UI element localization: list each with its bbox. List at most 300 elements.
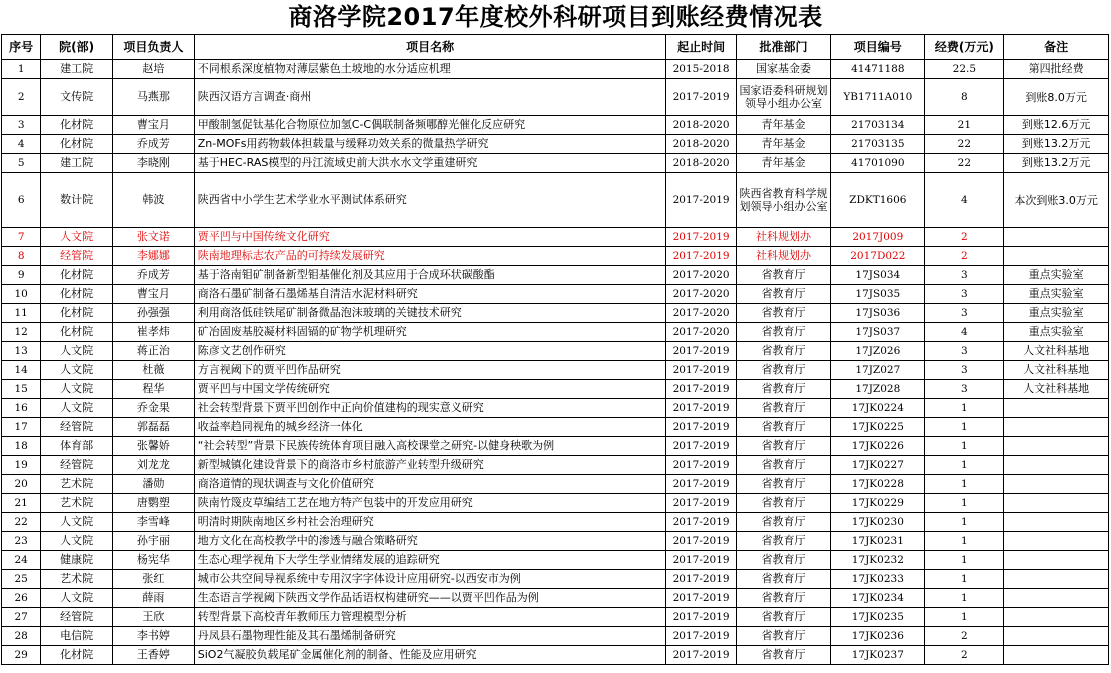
cell-leader[interactable]: 李雪峰 [112,513,194,532]
cell-note[interactable] [1004,551,1109,570]
cell-period[interactable]: 2017-2019 [666,532,736,551]
cell-leader[interactable]: 蒋正治 [112,342,194,361]
header-no[interactable]: 序号 [2,35,41,60]
cell-approver[interactable]: 青年基金 [736,154,830,173]
table-row [2,154,1109,173]
cell-period[interactable]: 2017-2019 [666,646,736,665]
cell-leader[interactable]: 李书婷 [112,627,194,646]
cell-code[interactable]: 17JK0236 [831,627,925,646]
cell-approver[interactable]: 省教育厅 [736,532,830,551]
cell-code[interactable]: 17JZ027 [831,361,925,380]
cell-funds[interactable]: 2 [925,627,1004,646]
cell-approver[interactable]: 省教育厅 [736,342,830,361]
cell-no[interactable]: 2 [2,79,41,116]
cell-note[interactable]: 重点实验室 [1004,285,1109,304]
cell-project-name[interactable]: 陕西汉语方言调查·商州 [194,79,666,116]
cell-approver[interactable]: 省教育厅 [736,456,830,475]
cell-period[interactable]: 2017-2019 [666,513,736,532]
cell-period[interactable]: 2017-2019 [666,627,736,646]
cell-note[interactable]: 重点实验室 [1004,266,1109,285]
cell-code[interactable]: 17JK0228 [831,475,925,494]
cell-period[interactable]: 2017-2019 [666,79,736,116]
cell-period[interactable]: 2017-2019 [666,247,736,266]
cell-approver[interactable]: 省教育厅 [736,608,830,627]
cell-project-name[interactable]: 地方文化在高校教学中的渗透与融合策略研究 [194,532,666,551]
cell-approver[interactable]: 省教育厅 [736,361,830,380]
cell-no[interactable]: 26 [2,589,41,608]
table-row [2,646,1109,665]
table-row [2,60,1109,79]
cell-no[interactable]: 21 [2,494,41,513]
cell-project-name[interactable]: 新型城镇化建设背景下的商洛市乡村旅游产业转型升级研究 [194,456,666,475]
cell-code[interactable]: 17JK0227 [831,456,925,475]
cell-funds[interactable]: 1 [925,494,1004,513]
cell-dept[interactable]: 人文院 [41,399,113,418]
cell-funds[interactable]: 1 [925,608,1004,627]
table-row [2,551,1109,570]
cell-no[interactable]: 10 [2,285,41,304]
cell-no[interactable]: 17 [2,418,41,437]
cell-project-name[interactable]: Zn-MOFs用药物载体担载量与缓释功效关系的微量热学研究 [194,135,666,154]
cell-leader[interactable]: 乔成芳 [112,135,194,154]
cell-period[interactable]: 2017-2019 [666,475,736,494]
cell-leader[interactable]: 李娜娜 [112,247,194,266]
cell-no[interactable]: 15 [2,380,41,399]
cell-approver[interactable]: 省教育厅 [736,323,830,342]
cell-dept[interactable]: 经管院 [41,418,113,437]
cell-leader[interactable]: 杨宪华 [112,551,194,570]
cell-funds[interactable]: 1 [925,532,1004,551]
cell-leader[interactable]: 曹宝月 [112,116,194,135]
cell-note[interactable]: 重点实验室 [1004,323,1109,342]
cell-code[interactable]: 17JS037 [831,323,925,342]
sheet-title: 商洛学院2017年度校外科研项目到账经费情况表 [288,3,823,31]
cell-code[interactable]: 41471188 [831,60,925,79]
cell-dept[interactable]: 化材院 [41,266,113,285]
cell-project-name[interactable]: 收益率趋同视角的城乡经济一体化 [194,418,666,437]
cell-dept[interactable]: 化材院 [41,323,113,342]
cell-funds[interactable]: 1 [925,399,1004,418]
cell-project-name[interactable]: 丹凤县石墨物理性能及其石墨烯制备研究 [194,627,666,646]
table-row [2,266,1109,285]
cell-note[interactable] [1004,646,1109,665]
cell-note[interactable] [1004,589,1109,608]
cell-dept[interactable]: 化材院 [41,646,113,665]
cell-period[interactable]: 2017-2020 [666,323,736,342]
cell-no[interactable]: 25 [2,570,41,589]
header-project-name[interactable]: 项目名称 [194,35,666,60]
cell-leader[interactable]: 刘龙龙 [112,456,194,475]
cell-funds[interactable]: 2 [925,646,1004,665]
cell-code[interactable]: 2017J009 [831,228,925,247]
cell-dept[interactable]: 文传院 [41,79,113,116]
cell-period[interactable]: 2015-2018 [666,60,736,79]
cell-period[interactable]: 2018-2020 [666,116,736,135]
table-row [2,456,1109,475]
cell-project-name[interactable]: “社会转型”背景下民族传统体育项目融入高校课堂之研究-以健身秧歌为例 [194,437,666,456]
cell-leader[interactable]: 郭磊磊 [112,418,194,437]
cell-approver[interactable]: 国家语委科研规划领导小组办公室 [736,79,830,116]
cell-no[interactable]: 22 [2,513,41,532]
cell-leader[interactable]: 张红 [112,570,194,589]
cell-note[interactable] [1004,456,1109,475]
cell-period[interactable]: 2018-2020 [666,135,736,154]
cell-leader[interactable]: 李晓刚 [112,154,194,173]
funding-table [1,34,1109,665]
cell-funds[interactable]: 8 [925,79,1004,116]
cell-funds[interactable]: 4 [925,323,1004,342]
cell-period[interactable]: 2017-2019 [666,361,736,380]
cell-funds[interactable]: 1 [925,589,1004,608]
cell-approver[interactable]: 省教育厅 [736,475,830,494]
cell-project-name[interactable]: 商洛道情的现状调查与文化价值研究 [194,475,666,494]
header-leader[interactable]: 项目负责人 [112,35,194,60]
cell-no[interactable]: 23 [2,532,41,551]
cell-no[interactable]: 12 [2,323,41,342]
cell-dept[interactable]: 人文院 [41,380,113,399]
cell-note[interactable] [1004,475,1109,494]
cell-approver[interactable]: 省教育厅 [736,304,830,323]
cell-project-name[interactable]: 利用商洛低硅铁尾矿制备微晶泡沫玻璃的关键技术研究 [194,304,666,323]
cell-project-name[interactable]: 方言视阈下的贾平凹作品研究 [194,361,666,380]
cell-note[interactable] [1004,418,1109,437]
cell-note[interactable]: 到账12.6万元 [1004,116,1109,135]
cell-dept[interactable]: 健康院 [41,551,113,570]
cell-dept[interactable]: 经管院 [41,456,113,475]
cell-period[interactable]: 2017-2020 [666,304,736,323]
cell-approver[interactable]: 省教育厅 [736,570,830,589]
table-row [2,399,1109,418]
table-row [2,475,1109,494]
cell-project-name[interactable]: 生态心理学视角下大学生学业情绪发展的追踪研究 [194,551,666,570]
cell-project-name[interactable]: 商洛石墨矿制备石墨烯基自清洁水泥材料研究 [194,285,666,304]
table-row [2,285,1109,304]
cell-dept[interactable]: 艺术院 [41,570,113,589]
cell-funds[interactable]: 1 [925,551,1004,570]
cell-funds[interactable]: 22.5 [925,60,1004,79]
cell-code[interactable]: 17JK0234 [831,589,925,608]
cell-no[interactable]: 7 [2,228,41,247]
cell-note[interactable]: 本次到账3.0万元 [1004,173,1109,228]
cell-approver[interactable]: 省教育厅 [736,266,830,285]
table-row [2,437,1109,456]
cell-no[interactable]: 3 [2,116,41,135]
cell-approver[interactable]: 社科规划办 [736,228,830,247]
cell-funds[interactable]: 1 [925,437,1004,456]
cell-leader[interactable]: 王香婷 [112,646,194,665]
cell-dept[interactable]: 人文院 [41,589,113,608]
cell-approver[interactable]: 省教育厅 [736,589,830,608]
cell-code[interactable]: YB1711A010 [831,79,925,116]
cell-no[interactable]: 14 [2,361,41,380]
cell-code[interactable]: 17JK0225 [831,418,925,437]
cell-leader[interactable]: 韩波 [112,173,194,228]
cell-leader[interactable]: 赵培 [112,60,194,79]
cell-approver[interactable]: 省教育厅 [736,627,830,646]
cell-funds[interactable]: 3 [925,342,1004,361]
cell-project-name[interactable]: 陈彦文艺创作研究 [194,342,666,361]
cell-note[interactable] [1004,513,1109,532]
cell-leader[interactable]: 乔金果 [112,399,194,418]
cell-funds[interactable]: 21 [925,116,1004,135]
cell-dept[interactable]: 人文院 [41,532,113,551]
cell-approver[interactable]: 省教育厅 [736,494,830,513]
header-approver[interactable]: 批准部门 [736,35,830,60]
cell-period[interactable]: 2017-2019 [666,608,736,627]
cell-leader[interactable]: 曹宝月 [112,285,194,304]
cell-period[interactable]: 2017-2019 [666,380,736,399]
cell-note[interactable]: 到账8.0万元 [1004,79,1109,116]
cell-approver[interactable]: 国家基金委 [736,60,830,79]
cell-project-name[interactable]: 基于HEC-RAS模型的丹江流域史前大洪水水文学重建研究 [194,154,666,173]
cell-period[interactable]: 2018-2020 [666,154,736,173]
cell-note[interactable] [1004,247,1109,266]
cell-period[interactable]: 2017-2019 [666,342,736,361]
cell-project-name[interactable]: 基于洛南钼矿制备新型钼基催化剂及其应用于合成环状碳酸酯 [194,266,666,285]
cell-project-name[interactable]: 矿冶固废基胶凝材料固镉的矿物学机理研究 [194,323,666,342]
cell-note[interactable]: 到账13.2万元 [1004,154,1109,173]
cell-approver[interactable]: 省教育厅 [736,646,830,665]
cell-leader[interactable]: 孙宇丽 [112,532,194,551]
cell-period[interactable]: 2017-2020 [666,285,736,304]
cell-dept[interactable]: 艺术院 [41,475,113,494]
header-note[interactable]: 备注 [1004,35,1109,60]
cell-period[interactable]: 2017-2019 [666,589,736,608]
cell-dept[interactable]: 经管院 [41,247,113,266]
cell-leader[interactable]: 潘勋 [112,475,194,494]
cell-no[interactable]: 24 [2,551,41,570]
table-row [2,323,1109,342]
cell-dept[interactable]: 人文院 [41,361,113,380]
cell-approver[interactable]: 省教育厅 [736,551,830,570]
cell-leader[interactable]: 王欣 [112,608,194,627]
cell-note[interactable]: 人文社科基地 [1004,380,1109,399]
cell-period[interactable]: 2017-2019 [666,570,736,589]
cell-leader[interactable]: 孙强强 [112,304,194,323]
cell-note[interactable] [1004,627,1109,646]
cell-approver[interactable]: 省教育厅 [736,399,830,418]
cell-project-name[interactable]: 陕南地理标志农产品的可持续发展研究 [194,247,666,266]
cell-no[interactable]: 4 [2,135,41,154]
cell-no[interactable]: 6 [2,173,41,228]
table-row [2,608,1109,627]
cell-code[interactable]: 41701090 [831,154,925,173]
cell-project-name[interactable]: 贾平凹与中国文学传统研究 [194,380,666,399]
cell-dept[interactable]: 人文院 [41,342,113,361]
cell-funds[interactable]: 1 [925,475,1004,494]
cell-period[interactable]: 2017-2019 [666,228,736,247]
header-row [2,35,1109,60]
cell-note[interactable]: 到账13.2万元 [1004,135,1109,154]
cell-note[interactable] [1004,228,1109,247]
cell-no[interactable]: 18 [2,437,41,456]
table-row [2,627,1109,646]
cell-dept[interactable]: 建工院 [41,154,113,173]
table-row [2,532,1109,551]
cell-approver[interactable]: 青年基金 [736,135,830,154]
cell-note[interactable]: 第四批经费 [1004,60,1109,79]
cell-approver[interactable]: 陕西省教育科学规划领导小组办公室 [736,173,830,228]
cell-note[interactable]: 人文社科基地 [1004,361,1109,380]
cell-dept[interactable]: 化材院 [41,135,113,154]
cell-leader[interactable]: 薛雨 [112,589,194,608]
cell-dept[interactable]: 人文院 [41,228,113,247]
cell-code[interactable]: 17JK0237 [831,646,925,665]
cell-note[interactable]: 人文社科基地 [1004,342,1109,361]
cell-code[interactable]: ZDKT1606 [831,173,925,228]
cell-no[interactable]: 13 [2,342,41,361]
cell-no[interactable]: 20 [2,475,41,494]
cell-funds[interactable]: 4 [925,173,1004,228]
table-row [2,342,1109,361]
cell-no[interactable]: 29 [2,646,41,665]
cell-no[interactable]: 5 [2,154,41,173]
cell-funds[interactable]: 22 [925,135,1004,154]
cell-approver[interactable]: 省教育厅 [736,285,830,304]
cell-dept[interactable]: 电信院 [41,627,113,646]
table-row [2,135,1109,154]
table-row [2,494,1109,513]
cell-period[interactable]: 2017-2019 [666,551,736,570]
cell-leader[interactable]: 张馨娇 [112,437,194,456]
cell-leader[interactable]: 马燕那 [112,79,194,116]
cell-project-name[interactable]: 社会转型背景下贾平凹创作中正向价值建构的现实意义研究 [194,399,666,418]
cell-dept[interactable]: 建工院 [41,60,113,79]
cell-no[interactable]: 19 [2,456,41,475]
cell-dept[interactable]: 化材院 [41,304,113,323]
cell-code[interactable]: 17JZ026 [831,342,925,361]
cell-note[interactable] [1004,494,1109,513]
cell-no[interactable]: 9 [2,266,41,285]
cell-funds[interactable]: 2 [925,228,1004,247]
cell-leader[interactable]: 崔孝炜 [112,323,194,342]
cell-note[interactable] [1004,437,1109,456]
cell-project-name[interactable]: 陕南竹篾皮草编结工艺在地方特产包装中的开发应用研究 [194,494,666,513]
cell-no[interactable]: 8 [2,247,41,266]
cell-period[interactable]: 2017-2019 [666,173,736,228]
cell-leader[interactable]: 乔成芳 [112,266,194,285]
cell-project-name[interactable]: 贾平凹与中国传统文化研究 [194,228,666,247]
cell-approver[interactable]: 青年基金 [736,116,830,135]
table-row [2,361,1109,380]
cell-period[interactable]: 2017-2020 [666,266,736,285]
cell-leader[interactable]: 程华 [112,380,194,399]
header-code[interactable]: 项目编号 [831,35,925,60]
table-row [2,304,1109,323]
table-row [2,513,1109,532]
table-row [2,380,1109,399]
cell-code[interactable]: 17JK0230 [831,513,925,532]
cell-code[interactable]: 21703135 [831,135,925,154]
cell-approver[interactable]: 省教育厅 [736,513,830,532]
cell-period[interactable]: 2017-2019 [666,437,736,456]
cell-code[interactable]: 17JK0229 [831,494,925,513]
cell-leader[interactable]: 杜薇 [112,361,194,380]
table-row [2,247,1109,266]
cell-project-name[interactable]: 不同根系深度植物对薄层紫色土坡地的水分适应机理 [194,60,666,79]
cell-project-name[interactable]: 甲酸制氢促钛基化合物原位加氢C-C偶联制备频哪醇光催化反应研究 [194,116,666,135]
table-row [2,116,1109,135]
cell-note[interactable] [1004,399,1109,418]
header-dept[interactable]: 院(部) [41,35,113,60]
cell-code[interactable]: 2017D022 [831,247,925,266]
cell-approver[interactable]: 省教育厅 [736,437,830,456]
table-row [2,173,1109,228]
cell-code[interactable]: 17JK0232 [831,551,925,570]
cell-project-name[interactable]: 陕西省中小学生艺术学业水平测试体系研究 [194,173,666,228]
cell-dept[interactable]: 化材院 [41,285,113,304]
cell-project-name[interactable]: 明清时期陕南地区乡村社会治理研究 [194,513,666,532]
cell-funds[interactable]: 22 [925,154,1004,173]
cell-no[interactable]: 1 [2,60,41,79]
cell-no[interactable]: 27 [2,608,41,627]
cell-dept[interactable]: 体育部 [41,437,113,456]
cell-dept[interactable]: 艺术院 [41,494,113,513]
cell-funds[interactable]: 3 [925,380,1004,399]
cell-dept[interactable]: 经管院 [41,608,113,627]
cell-project-name[interactable]: SiO2气凝胶负载尾矿金属催化剂的制备、性能及应用研究 [194,646,666,665]
cell-period[interactable]: 2017-2019 [666,418,736,437]
cell-funds[interactable]: 1 [925,456,1004,475]
cell-code[interactable]: 17JS035 [831,285,925,304]
cell-project-name[interactable]: 转型背景下高校青年教师压力管理模型分析 [194,608,666,627]
cell-code[interactable]: 17JK0226 [831,437,925,456]
cell-project-name[interactable]: 生态语言学视阈下陕西文学作品话语权构建研究——以贾平凹作品为例 [194,589,666,608]
cell-code[interactable]: 17JK0235 [831,608,925,627]
cell-project-name[interactable]: 城市公共空间导视系统中专用汉字字体设计应用研究-以西安市为例 [194,570,666,589]
cell-note[interactable] [1004,608,1109,627]
cell-note[interactable] [1004,570,1109,589]
cell-code[interactable]: 17JS036 [831,304,925,323]
table-row [2,589,1109,608]
cell-funds[interactable]: 1 [925,570,1004,589]
table-row [2,418,1109,437]
cell-funds[interactable]: 3 [925,304,1004,323]
cell-period[interactable]: 2017-2019 [666,456,736,475]
cell-code[interactable]: 17JK0224 [831,399,925,418]
cell-note[interactable]: 重点实验室 [1004,304,1109,323]
cell-code[interactable]: 17JZ028 [831,380,925,399]
header-funds[interactable]: 经费(万元) [925,35,1004,60]
cell-funds[interactable]: 1 [925,418,1004,437]
header-period[interactable]: 起止时间 [666,35,736,60]
cell-leader[interactable]: 唐鹦塑 [112,494,194,513]
cell-approver[interactable]: 社科规划办 [736,247,830,266]
cell-leader[interactable]: 张文诺 [112,228,194,247]
cell-code[interactable]: 17JS034 [831,266,925,285]
cell-code[interactable]: 17JK0233 [831,570,925,589]
cell-funds[interactable]: 2 [925,247,1004,266]
cell-funds[interactable]: 3 [925,266,1004,285]
cell-approver[interactable]: 省教育厅 [736,418,830,437]
cell-dept[interactable]: 化材院 [41,116,113,135]
cell-approver[interactable]: 省教育厅 [736,380,830,399]
table-row [2,79,1109,116]
cell-no[interactable]: 11 [2,304,41,323]
cell-dept[interactable]: 人文院 [41,513,113,532]
cell-note[interactable] [1004,532,1109,551]
cell-dept[interactable]: 数计院 [41,173,113,228]
cell-period[interactable]: 2017-2019 [666,399,736,418]
cell-code[interactable]: 17JK0231 [831,532,925,551]
cell-code[interactable]: 21703134 [831,116,925,135]
cell-funds[interactable]: 3 [925,285,1004,304]
cell-no[interactable]: 16 [2,399,41,418]
cell-funds[interactable]: 3 [925,361,1004,380]
cell-no[interactable]: 28 [2,627,41,646]
cell-period[interactable]: 2017-2019 [666,494,736,513]
cell-funds[interactable]: 1 [925,513,1004,532]
